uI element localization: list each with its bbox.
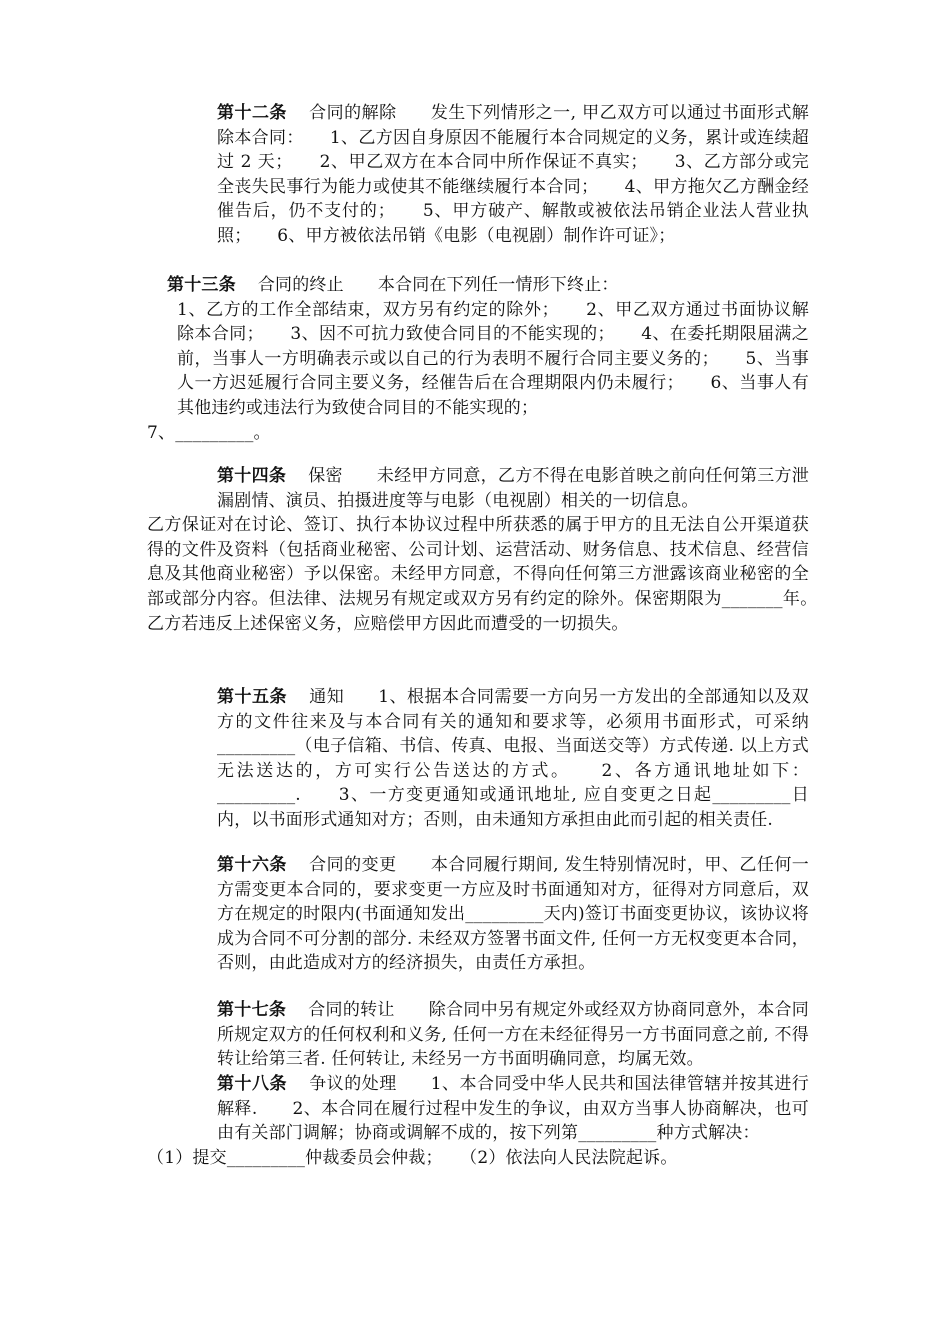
article-12 (147, 101, 809, 249)
article-14 (147, 464, 844, 636)
article-body-list: 1、乙方的工作全部结束，双方另有约定的除外； 2、甲乙双方通过书面协议解除本合同； 3、因不可抗力致使合同目的不能实现的； 4、在委托期限届满之前，当事人一方明确表示或以自己的行为表明不履行合同主要义务的； 5、当事人一方迟延履行合同主要义务，经催告后在合理期限内仍未履行； 6、当事人有其他违约或违法行为致使合同目的不能实现的； (177, 299, 809, 418)
article-title: 合同的解除 (308, 103, 397, 123)
article-title: 合同的终止 (257, 275, 344, 295)
article-title: 通知 (308, 687, 345, 707)
article-title: 保密 (308, 466, 343, 486)
article-title: 争议的处理 (308, 1074, 397, 1094)
article-title: 合同的变更 (308, 855, 397, 875)
article-heading: 第十三条 (167, 275, 236, 295)
article-body-continued: 乙方保证对在讨论、签订、执行本协议过程中所获悉的属于甲方的且无法自公开渠道获得的文件及资料（包括商业秘密、公司计划、运营活动、财务信息、技术信息、经营信息及其他商业秘密）予以保密。未经甲方同意，不得向任何第三方泄露该商业秘密的全部或部分内容。但法律、法规另有规定或双方另有约定的除外。保密期限为_______年。 乙方若违反上述保密义务，应赔偿甲方因此而遭受的一切损失。 (147, 515, 844, 634)
article-heading: 第十五条 (217, 687, 287, 707)
article-17 (147, 998, 809, 1072)
article-13 (147, 273, 809, 445)
article-body: 除合同中另有规定外或经双方协商同意外，本合同所规定双方的任何权利和义务, 任何一方在未经征得另一方书面同意之前, 不得转让给第三者. 任何转让, 未经另一方书面明确同意，均属无效。 (217, 1000, 809, 1070)
article-heading: 第十二条 (217, 103, 287, 123)
article-body: 发生下列情形之一, 甲乙双方可以通过书面形式解除本合同： 1、乙方因自身原因不能履行本合同规定的义务，累计或连续超过 2 天； 2、甲乙双方在本合同中所作保证不真实； 3、乙方部分或完全丧失民事行为能力或使其不能继续履行本合同； 4、甲方拖欠乙方酬金经催告后，仍不支付的； 5、甲方破产、解散或被依法吊销企业法人营业执照； 6、甲方被依法吊销《电影（电视剧）制作许可证》； (217, 103, 809, 246)
article-16 (147, 853, 809, 976)
article-title: 合同的转让 (308, 1000, 395, 1020)
article-body: 1、根据本合同需要一方向另一方发出的全部通知以及双方的文件往来及与本合同有关的通知和要求等，必须用书面形式，可采纳_________（电子信箱、书信、传真、电报、当面送交等）方式传递. 以上方式无法送达的，方可实行公告送达的方式。 2、各方通讯地址如下：_________. 3、一方变更通知或通讯地址, 应自变更之日起_________日内，以书面形式通知对方；否则，由未通知方承担由此而引起的相关责任. (217, 687, 809, 830)
article-body-blank: 7、_________。 (147, 422, 271, 443)
article-body: 本合同履行期间, 发生特别情况时，甲、乙任何一方需变更本合同的，要求变更一方应及时书面通知对方，征得对方同意后，双方在规定的时限内(书面通知发出_________天内)签订书面变更协议，该协议将成为合同不可分割的部分. 未经双方签署书面文件, 任何一方无权变更本合同，否则，由此造成对方的经济损失，由责任方承担。 (217, 855, 809, 974)
article-body: 未经甲方同意，乙方不得在电影首映之前向任何第三方泄漏剧情、演员、拍摄进度等与电影（电视剧）相关的一切信息。 (217, 466, 809, 511)
article-heading: 第十六条 (217, 855, 287, 875)
article-body: 本合同在下列任一情形下终止： (377, 275, 619, 295)
article-15 (147, 685, 809, 833)
article-body: 1、本合同受中华人民共和国法律管辖并按其进行解释. 2、本合同在履行过程中发生的争议，由双方当事人协商解决，也可由有关部门调解；协商或调解不成的，按下列第_________种方式解决： (217, 1074, 810, 1144)
article-heading: 第十七条 (217, 1000, 287, 1020)
article-heading: 第十四条 (217, 466, 287, 486)
article-body-options: （1）提交_________仲裁委员会仲裁； （2）依法向人民法院起诉。 (147, 1147, 678, 1168)
article-heading: 第十八条 (217, 1074, 287, 1094)
article-18 (147, 1072, 809, 1170)
